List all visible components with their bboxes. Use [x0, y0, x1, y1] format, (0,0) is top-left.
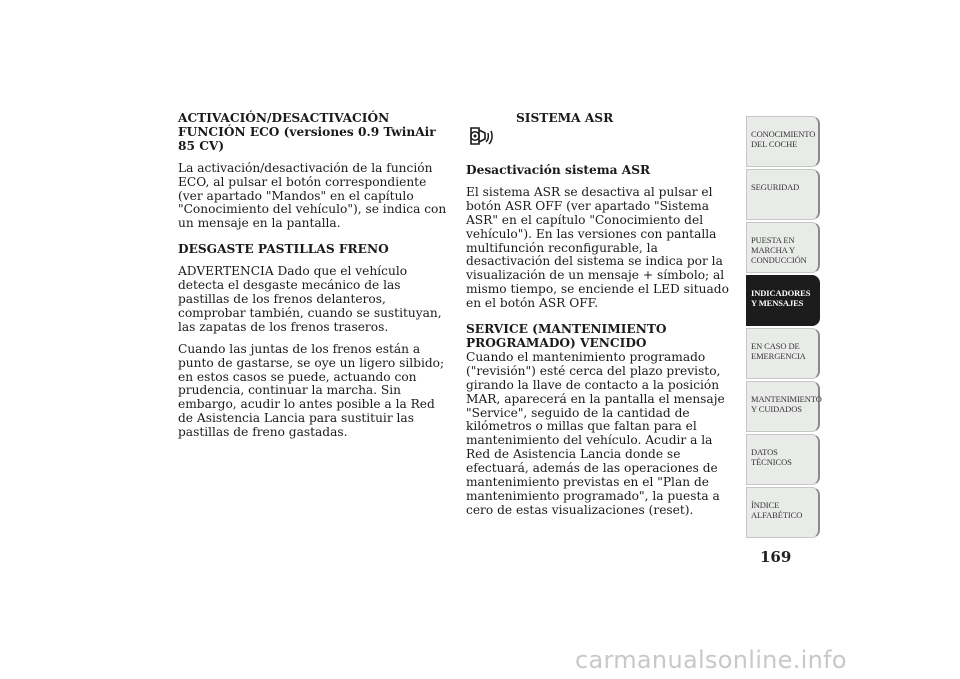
tab-indice[interactable]: ÍNDICE ALFABÉTICO: [746, 487, 820, 538]
tab-seguridad[interactable]: SEGURIDAD: [746, 169, 820, 220]
tab-datos-tecnicos[interactable]: DATOS TÉCNICOS: [746, 434, 820, 485]
brake-warning-paragraph: ADVERTENCIA Dado que el vehículo detecta el desgaste mecánico de las pastillas de los frenos delanteros, comprobar también, cuando se sustituyan, las zapatas de los frenos traseros.: [178, 264, 442, 334]
right-column: [466, 112, 740, 518]
tab-indicadores[interactable]: INDICADORES Y MENSAJES: [746, 275, 820, 326]
eco-section-body: La activación/desactivación de la función ECO, al pulsar el botón correspondiente (ver apartado "Mandos" en el capítulo "Conocimiento del vehículo"), se indica con un mensaje en la pantalla.: [178, 160, 447, 231]
brake-wear-paragraph: Cuando las juntas de los frenos están a punto de gastarse, se oye un ligero silbido; en estos casos se puede, actuando con prudencia, continuar la marcha. Sin embargo, acudir lo antes posible a la Red de Asistencia Lancia para sustituir las pastillas de freno gastadas.: [178, 341, 445, 440]
asr-subtitle: Desactivación sistema ASR: [466, 163, 651, 177]
asr-section-title: SISTEMA ASR: [516, 111, 614, 125]
service-body: Cuando el mantenimiento programado ("revisión") esté cerca del plazo previsto, girando la llave de contacto a la posición MAR, aparecerá en la pantalla el mensaje "Service", seguido de la cantidad de kilómetros o millas que faltan para el mantenimiento del vehículo. Acudir a la Red de Asistencia Lancia donde se efectuará, además de las operaciones de mantenimiento previstas en el "Plan de mantenimiento programado", la puesta a cero de estas visualizaciones (reset).: [466, 349, 725, 517]
tab-mantenimiento[interactable]: MANTENIMIENTO Y CUIDADOS: [746, 381, 820, 432]
tab-conocimiento[interactable]: CONOCIMIENTO DEL COCHE: [746, 116, 820, 167]
watermark: carmanualsonline.info: [575, 646, 847, 674]
chapter-tabs: [746, 116, 820, 540]
page-number: 169: [760, 548, 792, 566]
left-column: [178, 112, 450, 440]
asr-header: [466, 112, 740, 156]
eco-section-title: ACTIVACIÓN/DESACTIVACIÓN FUNCIÓN ECO (versiones 0.9 TwinAir 85 CV): [178, 111, 436, 153]
service-section-title: SERVICE (MANTENIMIENTO PROGRAMADO) VENCIDO: [466, 322, 667, 350]
asr-warning-icon: [468, 124, 496, 148]
tab-puesta-en-marcha[interactable]: PUESTA EN MARCHA Y CONDUCCIÓN: [746, 222, 820, 273]
brake-section-title: DESGASTE PASTILLAS FRENO: [178, 242, 389, 257]
tab-emergencia[interactable]: EN CASO DE EMERGENCIA: [746, 328, 820, 379]
asr-body: El sistema ASR se desactiva al pulsar el botón ASR OFF (ver apartado "Sistema ASR" en el capítulo "Conocimiento del vehículo"). En las versiones con pantalla multifunción reconfigurable, la desactivación del sistema se indica por la visualización de un mensaje + símbolo; al mismo tiempo, se enciende el LED situado en el botón ASR OFF.: [466, 184, 729, 311]
